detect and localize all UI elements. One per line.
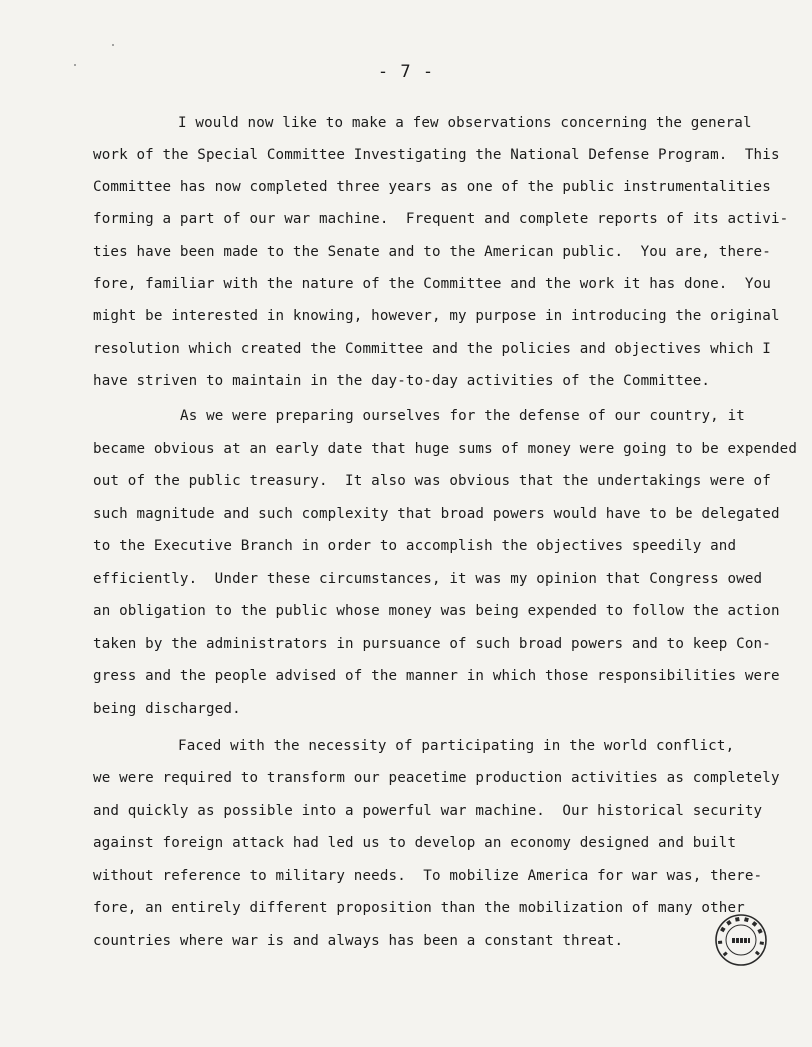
- text-line: efficiently. Under these circumstances, it was my opinion that Congress owed: [93, 571, 763, 587]
- text-line: we were required to transform our peacetime production activities as completely: [93, 770, 780, 786]
- text-line: without reference to military needs. To mobilize America for war was, there-: [93, 868, 763, 884]
- scan-speck: [74, 64, 76, 66]
- text-line: out of the public treasury. It also was obvious that the undertakings were of: [93, 473, 771, 489]
- text-line: Faced with the necessity of participating in the world conflict,: [178, 738, 735, 754]
- text-line: against foreign attack had led us to develop an economy designed and built: [93, 835, 737, 851]
- text-line: fore, familiar with the nature of the Committee and the work it has done. You: [93, 276, 771, 292]
- page-number: - 7 -: [377, 62, 435, 82]
- truman-library-stamp-icon: [714, 913, 768, 967]
- text-line: forming a part of our war machine. Frequent and complete reports of its activi-: [93, 211, 789, 227]
- text-line: fore, an entirely different proposition than the mobilization of many other: [93, 900, 745, 916]
- text-line: might be interested in knowing, however, my purpose in introducing the original: [93, 308, 780, 324]
- text-line: gress and the people advised of the manner in which those responsibilities were: [93, 668, 780, 684]
- text-line: I would now like to make a few observations concerning the general: [178, 115, 752, 131]
- text-line: and quickly as possible into a powerful war machine. Our historical security: [93, 803, 763, 819]
- text-line: have striven to maintain in the day-to-day activities of the Committee.: [93, 373, 711, 389]
- text-line: ties have been made to the Senate and to the American public. You are, there-: [93, 244, 771, 260]
- text-line: became obvious at an early date that huge sums of money were going to be expended: [93, 441, 798, 457]
- text-line: countries where war is and always has been a constant threat.: [93, 933, 624, 949]
- text-line: As we were preparing ourselves for the defense of our country, it: [180, 408, 745, 424]
- text-line: resolution which created the Committee and the policies and objectives which I: [93, 341, 771, 357]
- text-line: being discharged.: [93, 701, 241, 717]
- scan-speck: [112, 44, 114, 46]
- text-line: taken by the administrators in pursuance of such broad powers and to keep Con-: [93, 636, 771, 652]
- text-line: Committee has now completed three years as one of the public instrumentalities: [93, 179, 771, 195]
- text-line: such magnitude and such complexity that broad powers would have to be delegated: [93, 506, 780, 522]
- text-line: an obligation to the public whose money was being expended to follow the action: [93, 603, 780, 619]
- text-line: to the Executive Branch in order to accomplish the objectives speedily and: [93, 538, 737, 554]
- text-line: work of the Special Committee Investigating the National Defense Program. This: [93, 147, 780, 163]
